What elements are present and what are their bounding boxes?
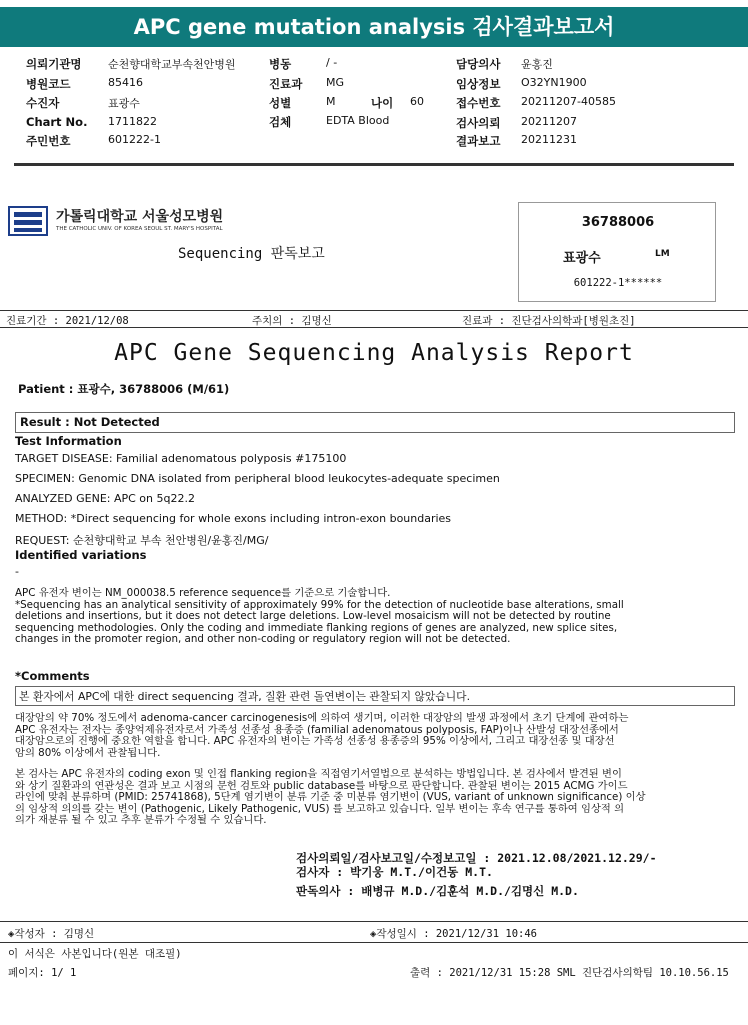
value-receipt-no: 20211207-40585 (521, 95, 616, 108)
request: REQUEST: 순천향대학교 부속 천안병원/윤홍진/MG/ (15, 534, 269, 547)
result-box: Result : Not Detected (15, 412, 735, 433)
value-sex: M (326, 95, 336, 108)
technicians-line: 검사자 : 박기웅 M.T./이건동 M.T. (296, 865, 493, 879)
background-paragraph (15, 713, 730, 759)
copy-note: 이 서식은 사본입니다(원본 대조필) (8, 948, 182, 960)
value-requesting-institution: 순천향대학교부속천안병원 (108, 58, 236, 71)
label-age: 나이 (371, 96, 394, 110)
primary-doctor: 주치의 : 김명신 (252, 315, 332, 327)
comment-box: 본 환자에서 APC에 대한 direct sequencing 결과, 질환 관련 돌연변이는 관찰되지 않았습니다. (15, 686, 735, 706)
note-line: *Sequencing has an analytical sensitivity of approximately 99% for the detection of nucleotide base alterations, small (15, 598, 624, 611)
value-ward: / - (326, 56, 338, 69)
method: METHOD: *Direct sequencing for whole exons including intron-exon boundaries (15, 512, 452, 525)
value-patient: 표광수 (108, 97, 140, 110)
value-hospital-code: 85416 (108, 76, 143, 89)
paragraph-line: 암의 80% 이상에서 관찰됩니다. (15, 746, 161, 759)
identified-variations-value: - (15, 565, 19, 578)
label-receipt-no: 접수번호 (456, 96, 501, 110)
value-clinical-info: O32YN1900 (521, 76, 587, 89)
paragraph-line: 대장암의 약 70% 정도에서 adenoma-cancer carcinogenesis에 의하여 생기며, 이러한 대장암의 발생 과정에서 초기 단계에 관여하는 (15, 712, 629, 724)
label-requesting-institution: 의뢰기관명 (26, 57, 82, 71)
note-line: sequencing methodologies. Only the coding and immediate flanking regions of genes are analyzed, new splice sites, (15, 621, 618, 634)
footer-divider-mid (0, 942, 748, 943)
visit-period: 진료기간 : 2021/12/08 (6, 315, 129, 327)
paragraph-line: 와 상기 질환과의 연관성은 결과 보고 시점의 문헌 검토와 public database를 바탕으로 판단합니다. 관찰된 변이는 2015 ACMG 가이드 (15, 779, 628, 792)
hospital-english-name: THE CATHOLIC UNIV. OF KOREA SEOUL ST. MARY'S HOSPITAL (56, 226, 223, 232)
label-ward: 병동 (269, 57, 292, 71)
hospital-name: 가톨릭대학교 서울성모병원 (56, 209, 224, 225)
writer: ◈작성자 : 김명신 (8, 928, 95, 940)
label-hospital-code: 병원코드 (26, 77, 71, 91)
label-sex: 성별 (269, 96, 292, 110)
value-specimen: EDTA Blood (326, 114, 390, 127)
hospital-logo-icon (8, 206, 48, 236)
page-number: 페이지: 1/ 1 (8, 967, 77, 979)
value-attending-doctor: 윤홍진 (521, 58, 553, 71)
patient-line: Patient : 표광수, 36788006 (M/61) (18, 382, 230, 396)
label-patient: 수진자 (26, 96, 60, 110)
paragraph-line: 대장암으로의 진행에 중요한 역할을 합니다. APC 유전자의 변이는 가족성 선종성 용종증의 95% 이상에서, 그리고 대장선종 및 대장선 (15, 735, 615, 748)
label-result-report: 결과보고 (456, 134, 501, 148)
value-resident-no: 601222-1 (108, 133, 161, 146)
report-banner: APC gene mutation analysis 검사결과보고서 (0, 7, 748, 47)
test-info-heading: Test Information (15, 434, 122, 448)
note-line: changes in the promoter region, and other non-coding or regulatory region will not be detected. (15, 633, 511, 646)
patient-id-box (518, 202, 716, 302)
report-title: APC Gene Sequencing Analysis Report (114, 340, 634, 366)
paragraph-line: APC 유전자는 전자는 종양억제유전자로서 가족성 선종성 용종증 (familial adenomatous polyposis, FAP)이나 산발성 대장선종에서 (15, 723, 619, 736)
comments-heading: *Comments (15, 669, 90, 683)
reading-doctors-line: 판독의사 : 배병규 M.D./김훈석 M.D./김명신 M.D. (296, 884, 579, 898)
value-test-request: 20211207 (521, 115, 577, 128)
request-info-header (14, 52, 734, 164)
written-at: ◈작성일시 : 2021/12/31 10:46 (370, 928, 538, 940)
label-clinical-info: 임상정보 (456, 77, 501, 91)
note-line: deletions and insertions, but it does not detect large deletions. Low-level mosaicism will not be detected by routine (15, 610, 611, 623)
patient-rrn: 601222-1****** (573, 277, 663, 289)
method-notes (15, 588, 730, 646)
sequencing-report-title: Sequencing 판독보고 (178, 246, 325, 262)
value-result-report: 20211231 (521, 133, 577, 146)
label-attending-doctor: 담당의사 (456, 57, 501, 71)
value-age: 60 (410, 95, 424, 108)
label-specimen: 검체 (269, 115, 292, 129)
print-info: 출력 : 2021/12/31 15:28 SML 진단검사의학팀 10.10.56.15 (410, 967, 729, 979)
analyzed-gene: ANALYZED GENE: APC on 5q22.2 (15, 492, 195, 505)
visit-department: 진료과 : 진단검사의학과[병원초진] (462, 315, 636, 327)
patient-tag: LM (655, 249, 670, 259)
value-chart-no: 1711822 (108, 115, 157, 128)
patient-name: 표광수 (563, 251, 601, 266)
target-disease: TARGET DISEASE: Familial adenomatous polyposis #175100 (15, 452, 347, 465)
paragraph-line: 라인에 맞춰 분류하며 (PMID: 25741868), 5단계 염기변이 분류 기준 중 미분류 염기변이 (VUS, variant of unknown significance) 이상 (15, 791, 646, 804)
note-line: APC 유전자 변이는 NM_000038.5 reference sequence를 기준으로 기술합니다. (15, 587, 391, 599)
paragraph-line: 본 검사는 APC 유전자의 coding exon 및 인접 flanking region을 직접염기서열법으로 분석하는 방법입니다. 본 검사에서 발견된 변이 (15, 768, 622, 780)
dates-line: 검사의뢰일/검사보고일/수정보고일 : 2021.12.08/2021.12.29/- (296, 851, 657, 865)
label-chart-no: Chart No. (26, 115, 88, 129)
paragraph-line: 의 임상적 의의를 갖는 변이 (Pathogenic, Likely Pathogenic, VUS) 를 보고하고 있습니다. 일부 변이는 후속 연구를 통하여 임상적 의 (15, 802, 625, 815)
method-paragraph (15, 769, 730, 827)
patient-number: 36788006 (581, 215, 655, 230)
visit-info-line (0, 310, 748, 328)
paragraph-line: 의가 재분류 될 수 있고 추후 분류가 수정될 수 있습니다. (15, 814, 267, 827)
specimen: SPECIMEN: Genomic DNA isolated from peripheral blood leukocytes-adequate specimen (15, 472, 500, 485)
identified-variations-heading: Identified variations (15, 548, 147, 562)
value-department: MG (326, 76, 345, 89)
label-department: 진료과 (269, 77, 303, 91)
label-test-request: 검사의뢰 (456, 116, 501, 130)
header-divider (14, 163, 734, 166)
footer-divider-top (0, 921, 748, 922)
label-resident-no: 주민번호 (26, 134, 71, 148)
